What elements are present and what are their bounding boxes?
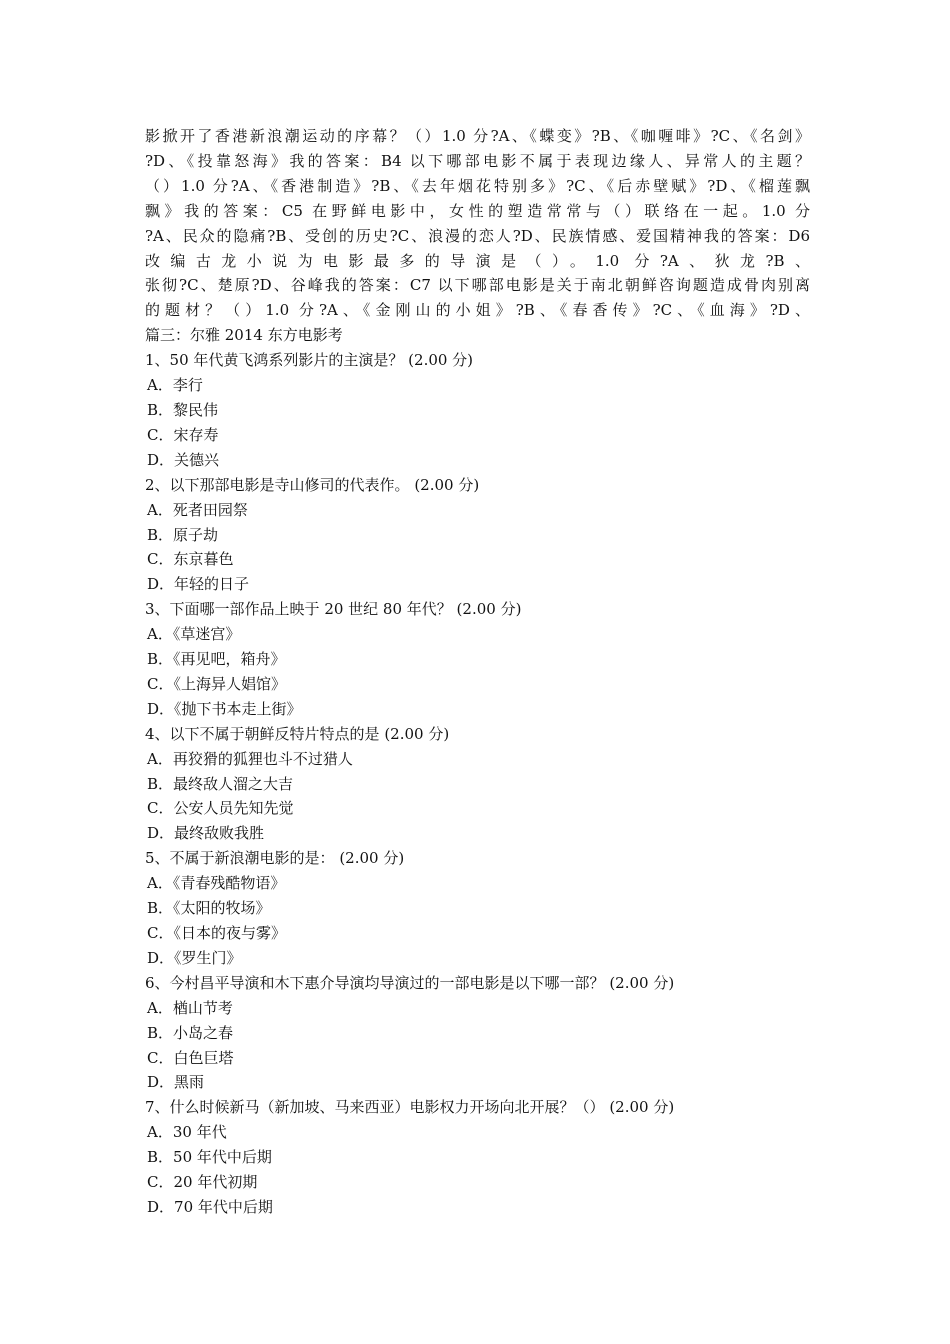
option-c: C．东京暮色	[147, 550, 234, 569]
question-text: 6、今村昌平导演和木下惠介导演均导演过的一部电影是以下哪一部？ (2.00 分)	[145, 973, 675, 992]
question-block-1	[145, 348, 810, 473]
option-c: C．《日本的夜与雾》	[147, 924, 286, 942]
question-block-6	[145, 971, 810, 1096]
question-block-4	[145, 722, 810, 847]
option-b: B．50 年代中后期	[147, 1148, 272, 1167]
option-a: A．30 年代	[147, 1123, 227, 1142]
intro-line: 张彻?C、楚原?D、谷峰我的答案：C7 以下哪部电影是关于南北朝鲜咨询题造成骨肉别离	[145, 276, 810, 295]
question-text: 3、下面哪一部作品上映于 20 世纪 80 年代？ (2.00 分)	[145, 600, 522, 619]
option-c: C．《上海异人娼馆》	[147, 674, 286, 693]
intro-line: 的题材？（）1.0 分?A、《金刚山的小姐》?B、《春香传》?C、《血海》?D、	[145, 301, 810, 320]
option-a: A．再狡猾的狐狸也斗不过猎人	[147, 749, 353, 768]
question-block-2	[145, 473, 810, 598]
question-text: 1、50 年代黄飞鸿系列影片的主演是？ (2.00 分)	[145, 351, 474, 370]
option-d: D．黑雨	[147, 1073, 205, 1092]
option-d: D．《罗生门》	[147, 948, 242, 967]
intro-paragraph	[145, 124, 810, 323]
section-title: 篇三：尔雅 2014 东方电影考	[145, 326, 343, 345]
option-d: D．最终敌败我胜	[147, 824, 265, 843]
option-d: D．《抛下书本走上街》	[147, 699, 302, 718]
option-c: C．宋存寿	[147, 425, 219, 444]
option-b: B．最终敌人溜之大吉	[147, 774, 294, 793]
option-b: B．《太阳的牧场》	[147, 899, 271, 918]
question-block-3	[145, 597, 810, 722]
option-b: B．黎民伟	[147, 400, 219, 419]
option-b: B．小岛之春	[147, 1023, 234, 1042]
option-a: A．楢山节考	[147, 998, 233, 1017]
option-a: A．《草迷宫》	[147, 625, 241, 644]
option-c: C．20 年代初期	[147, 1173, 258, 1192]
question-text: 7、什么时候新马（新加坡、马来西亚）电影权力开场向北开展？（） (2.00 分)	[145, 1098, 675, 1117]
option-b: B．原子劫	[147, 525, 219, 544]
question-text: 2、以下那部电影是寺山修司的代表作。 (2.00 分)	[145, 475, 480, 494]
option-b: B．《再见吧，箱舟》	[147, 650, 286, 669]
option-a: A．李行	[147, 376, 203, 395]
intro-line: （）1.0 分?A、《香港制造》?B、《去年烟花特别多》?C、《后赤壁赋》?D、《榴莲飘	[145, 176, 810, 195]
option-c: C．公安人员先知先觉	[147, 799, 294, 818]
intro-line: 改编古龙小说为电影最多的导演是（）。1.0 分?A、狄龙?B、	[145, 251, 810, 270]
intro-line: ?D、《投靠怒海》我的答案：B4 以下哪部电影不属于表现边缘人、异常人的主题？	[145, 151, 810, 170]
intro-line: ?A、民众的隐痛?B、受创的历史?C、浪漫的恋人?D、民族情感、爱国精神我的答案：D6	[145, 226, 810, 245]
intro-line: 飘》我的答案：C5 在野鲜电影中，女性的塑造常常与（）联络在一起。1.0 分	[145, 201, 810, 220]
document-page	[145, 124, 810, 1220]
question-text: 5、不属于新浪潮电影的是： (2.00 分)	[145, 849, 405, 868]
option-a: A．死者田园祭	[147, 500, 248, 519]
option-d: D．70 年代中后期	[147, 1197, 273, 1216]
intro-line: 影掀开了香港新浪潮运动的序幕？（）1.0 分?A、《蝶变》?B、《咖喱啡》?C、《名剑》	[145, 127, 810, 145]
option-a: A．《青春残酷物语》	[147, 874, 286, 893]
question-block-5	[145, 846, 810, 971]
question-text: 4、以下不属于朝鲜反特片特点的是 (2.00 分)	[145, 724, 450, 743]
option-d: D．年轻的日子	[147, 575, 250, 594]
option-c: C．白色巨塔	[147, 1048, 234, 1067]
option-d: D．关德兴	[147, 450, 220, 469]
question-block-7	[145, 1095, 810, 1220]
